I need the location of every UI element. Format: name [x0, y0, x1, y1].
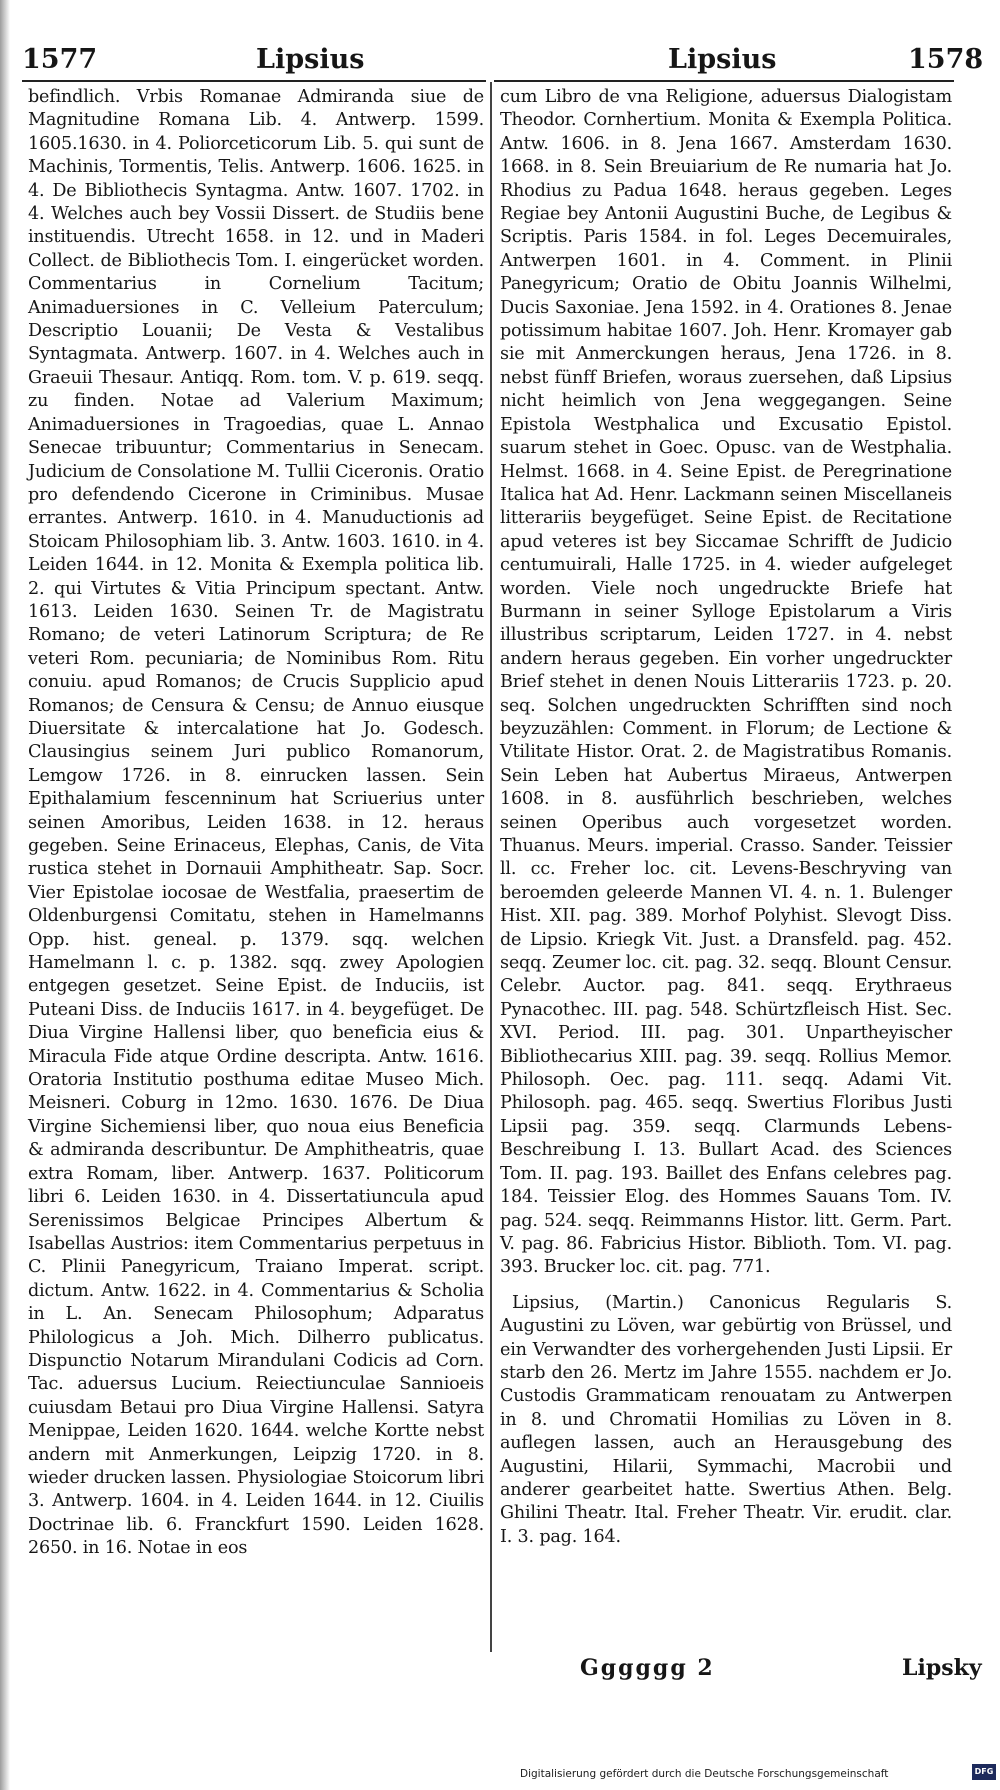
running-title-left: Lipsius — [256, 44, 365, 75]
digitization-credit: Digitalisierung gefördert durch die Deutsche Forschungsgemeinschaft — [520, 1768, 889, 1780]
right-column-continuation: cum Libro de vna Religione, aduersus Dialogistam Theodor. Cornhertium. Monita & Exempla Politica. Antw. 1606. in 8. Jena 1667. Amsterdam 1630. 1668. in 8. Sein Breuiarium de Re numaria hat Jo. Rhodius zu Padua 1648. heraus gegeben. Leges Regiae bey Antonii Augustini Buche, de Legibus & Scriptis. Paris 1584. in fol. Leges Decemuirales, Antwerpen 1601. in 4. Comment. in Plinii Panegyricum; Oratio de Obitu Joannis Wilhelmi, Ducis Saxoniae. Jena 1592. in 4. Orationes 8. Jenae potissimum habitae 1607. Joh. Henr. Kromayer gab sie mit Anmerckungen heraus, Jena 1726. in 8. nebst fünff Briefen, woraus zuersehen, daß Lipsius nicht heimlich von Jena weggegangen. Seine Epistola Westphalica und Excusatio Epistol. suarum stehet in Goec. Opusc. van de Westphalia. Helmst. 1668. in 4. Seine Epist. de Peregrinatione Italica hat Ad. Henr. Lackmann seinen Miscellaneis litterariis beygefüget. Seine Epist. de Recitatione apud veteres ist bey Siccamae Schrifft de Judicio centumuirali, Halle 1725. in 4. wieder aufgeleget worden. Viele noch ungedruckte Briefe hat Burmann in seiner Sylloge Epistolarum a Viris illustribus scriptarum, Leiden 1727. in 4. nebst andern heraus gegeben. Ein vorher ungedruckter Brief stehet in denen Nouis Litterariis 1723. p. 20. seq. Solchen ungedruckten Schrifften sind noch beyzuzählen: Comment. in Florum; de Lectione & Vtilitate Histor. Orat. 2. de Magistratibus Romanis. Sein Leben hat Aubertus Miraeus, Antwerpen 1608. in 8. ausführlich beschrieben, welches seinen Operibus auch vorgesetzet worden. Thuanus. Meurs. imperial. Crasso. Sander. Teissier ll. cc. Freher loc. cit. Levens-Beschryving van beroemden geleerde Mannen VI. 4. n. 1. Bulenger Hist. XII. pag. 389. Morhof Polyhist. Slevogt Diss. de Lipsio. Kriegk Vit. Just. a Dransfeld. pag. 452. seqq. Zeumer loc. cit. pag. 32. seqq. Blount Censur. Celebr. Auctor. pag. 841. seqq. Erythraeus Pynacothec. III. pag. 548. Schürtzfleisch Hist. Sec. XVI. Period. III. pag. 301. Unpartheyischer Bibliothecarius XIII. pag. 39. seqq. Rollius Memor. Philosoph. Oec. pag. 111. seqq. Adami Vit. Philosoph. pag. 465. seqq. Swertius Floribus Justi Lipsii pag. 359. seqq. Clarmunds Lebens-Beschreibung I. 13. Bullart Acad. des Sciences Tom. II. pag. 193. Baillet des Enfans celebres pag. 184. Teissier Elog. des Hommes Sauans Tom. IV. pag. 524. seqq. Reimmanns Histor. litt. Germ. Part. V. pag. 86. Fabricius Histor. Biblioth. Tom. VI. pag. 393. Brucker loc. cit. pag. 771. — [500, 87, 952, 1278]
catchword: Lipsky — [902, 1655, 982, 1681]
column-divider — [490, 82, 492, 1652]
page-number-right: 1578 — [908, 44, 984, 75]
page-binding-edge — [0, 0, 10, 1790]
running-title-right: Lipsius — [668, 44, 777, 75]
header-rule-left — [22, 80, 486, 82]
left-column-text: befindlich. Vrbis Romanae Admiranda siue de Magnitudine Romana Lib. 4. Antwerp. 1599. 1605.1630. in 4. Poliorceticorum Lib. 5. qui sunt de Machinis, Tormentis, Telis. Antwerp. 1606. 1625. in 4. De Bibliothecis Syntagma. Antw. 1607. 1702. in 4. Welches auch bey Vossii Dissert. de Studiis bene instituendis. Utrecht 1658. in 12. und in Maderi Collect. de Bibliothecis Tom. I. eingerücket worden. Commentarius in Cornelium Tacitum; Animaduersiones in C. Velleium Paterculum; Descriptio Louanii; De Vesta & Vestalibus Syntagmata. Antwerp. 1607. in 4. Welches auch in Graeuii Thesaur. Antiqq. Rom. tom. V. p. 619. seqq. zu finden. Notae ad Valerium Maximum; Animaduersiones in Tragoedias, quae L. Annao Senecae tribuuntur; Commentarius in Senecam. Judicium de Consolatione M. Tullii Ciceronis. Oratio pro defendendo Cicerone in Criminibus. Musae errantes. Antwerp. 1610. in 4. Manuductionis ad Stoicam Philosophiam lib. 3. Antw. 1603. 1610. in 4. Leiden 1644. in 12. Monita & Exempla politica lib. 2. qui Virtutes & Vitia Principum spectant. Antw. 1613. Leiden 1630. Seinen Tr. de Magistratu Romano; de veteri Latinorum Scriptura; de Re veteri Rom. pecuniaria; de Nominibus Rom. Ritu conuiu. apud Romanos; de Crucis Supplicio apud Romanos; de Censura & Censu; de Annuo eiusque Diuersitate & intercalatione hat Jo. Godesch. Clausingius seinem Juri publico Romanorum, Lemgow 1726. in 8. einrucken lassen. Sein Epithalamium fescenninum hat Scriuerius unter seinen Amoribus, Leiden 1638. in 12. heraus gegeben. Seine Erinaceus, Elephas, Canis, de Vita rustica stehet in Dornauii Amphitheatr. Sap. Socr. Vier Epistolae iocosae de Westfalia, praesertim de Oldenburgensi Comitatu, stehen in Hamelmanns Opp. hist. geneal. p. 1379. sqq. welchen Hamelmann l. c. p. 1382. sqq. zwey Apologien entgegen gesetzet. Seine Epist. de Induciis, ist Puteani Diss. de Induciis 1617. in 4. beygefüget. De Diua Virgine Hallensi liber, quo beneficia eius & Miracula Fide atque Ordine descripta. Antw. 1616. Oratoria Institutio posthuma editae Museo Mich. Meisneri. Coburg in 12mo. 1630. 1676. De Diua Virgine Sichemiensi liber, quo noua eius Beneficia & admiranda describuntur. De Amphitheatris, quae extra Romam, liber. Antwerp. 1637. Politicorum libri 6. Leiden 1630. in 4. Dissertatiuncula apud Serenissimos Belgicae Principes Albertum & Isabellas Austrios: item Commentarius perpetuus in C. Plinii Panegyricum, Traiano Imperat. script. dictum. Antw. 1622. in 4. Commentarius & Scholia in L. An. Senecam Philosophum; Adparatus Philologicus a Joh. Mich. Dilherro publicatus. Dispunctio Notarum Mirandulani Codicis ad Corn. Tac. aduersus Lucium. Reiectiunculae Sannioeis cuiusdam Betaui pro Diua Virgine Hallensi. Satyra Menippae, Leiden 1620. 1644. welche Kortte nebst andern mit Anmerkungen, Leipzig 1720. in 8. wieder drucken lassen. Physiologiae Stoicorum libri 3. Antwerp. 1604. in 4. Leiden 1644. in 12. Ciuilis Doctrinae lib. 6. Franckfurt 1590. Leiden 1628. 2650. in 16. Notae in eos — [28, 87, 484, 1559]
signature-mark: Gggggg 2 — [580, 1655, 715, 1681]
header-rule-right — [494, 80, 954, 82]
entry-lipsius-martin: Lipsius, (Martin.) Canonicus Regularis S. Augustini zu Löven, war gebürtig von Brüssel, und ein Verwandter des vorhergehenden Justi Lipsii. Er starb den 26. Mertz im Jahre 1555. nachdem er Jo. Custodis Grammaticam renouatam zu Antwerpen in 8. und Chromatii Homilias zu Löven in 8. auflegen lassen, auch an Herausgebung des Augustini, Hilarii, Symmachi, Macrobii und anderer gearbeitet hatte. Swertius Athen. Belg. Ghilini Theatr. Ital. Freher Theatr. Vir. erudit. clar. I. 3. pag. 164. — [500, 1292, 952, 1547]
right-column — [500, 86, 952, 1549]
page-number-left: 1577 — [22, 44, 98, 75]
dfg-logo: DFG — [972, 1764, 996, 1780]
left-column — [28, 86, 484, 1561]
